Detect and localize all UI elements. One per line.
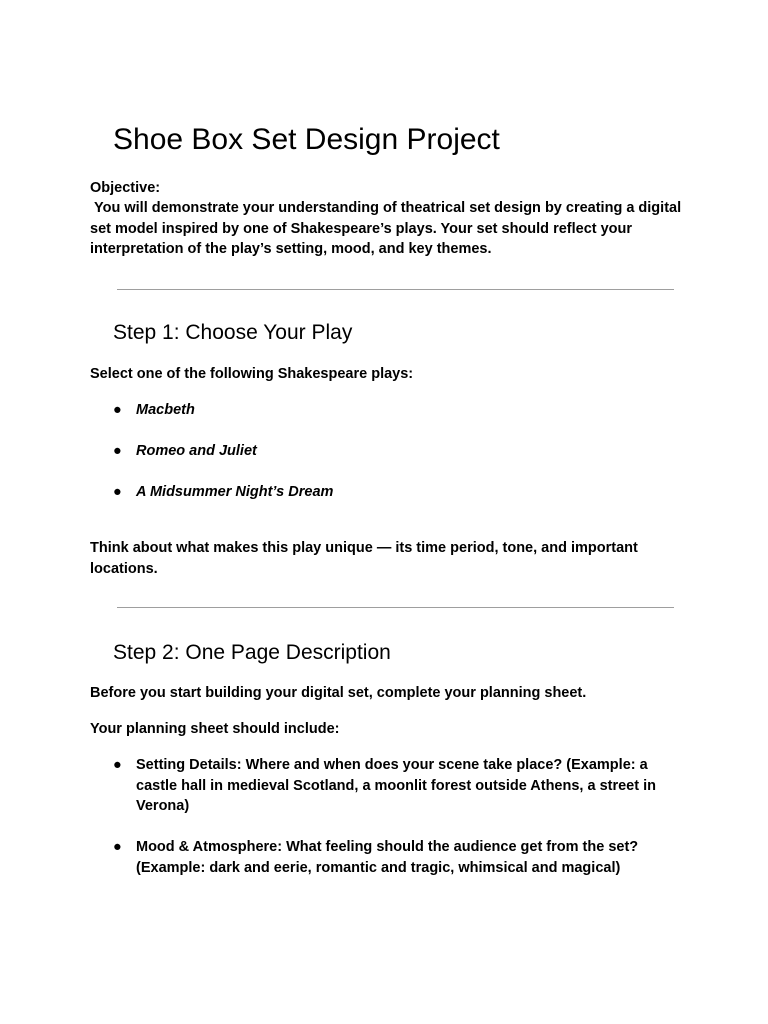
step2-heading: Step 2: One Page Description: [113, 641, 391, 664]
section-divider: [117, 607, 674, 608]
bullet-icon: ●: [113, 402, 122, 418]
bullet-icon: ●: [113, 443, 122, 459]
bullet-icon: ●: [113, 839, 122, 855]
objective-text: You will demonstrate your understanding of theatrical set design by creating a digital set model inspired by one of Shakespeare’s plays. Your set should reflect your interpretation of the play’s setting, mood, and key themes.: [90, 200, 686, 257]
list-item: [113, 400, 683, 421]
section-divider: [117, 289, 674, 290]
setting-details-item: Setting Details: Where and when does your scene take place? (Example: a castle hall in medieval Scotland, a moonlit forest outside Athens, a street in Verona): [136, 757, 656, 814]
bullet-icon: ●: [113, 484, 122, 500]
mood-atmosphere-item: Mood & Atmosphere: What feeling should the audience get from the set? (Example: dark and eerie, romantic and tragic, whimsical and magical): [136, 839, 639, 876]
step2-include-label: Your planning sheet should include:: [90, 721, 340, 737]
list-item: [113, 482, 683, 503]
objective-label: Objective:: [90, 180, 161, 196]
play-option-macbeth: Macbeth: [136, 402, 195, 418]
step2-intro: Before you start building your digital set, complete your planning sheet.: [90, 685, 587, 701]
step1-note: Think about what makes this play unique — its time period, tone, and important locations.: [90, 540, 638, 577]
bullet-icon: ●: [113, 757, 122, 773]
step1-intro: Select one of the following Shakespeare plays:: [90, 366, 414, 382]
play-option-midsummer: A Midsummer Night’s Dream: [136, 484, 334, 500]
step1-heading: Step 1: Choose Your Play: [113, 321, 353, 344]
play-option-romeo-and-juliet: Romeo and Juliet: [136, 443, 257, 459]
list-item: [113, 441, 683, 462]
list-item: [113, 837, 683, 878]
document-title: Shoe Box Set Design Project: [113, 123, 500, 156]
list-item: [113, 755, 683, 817]
